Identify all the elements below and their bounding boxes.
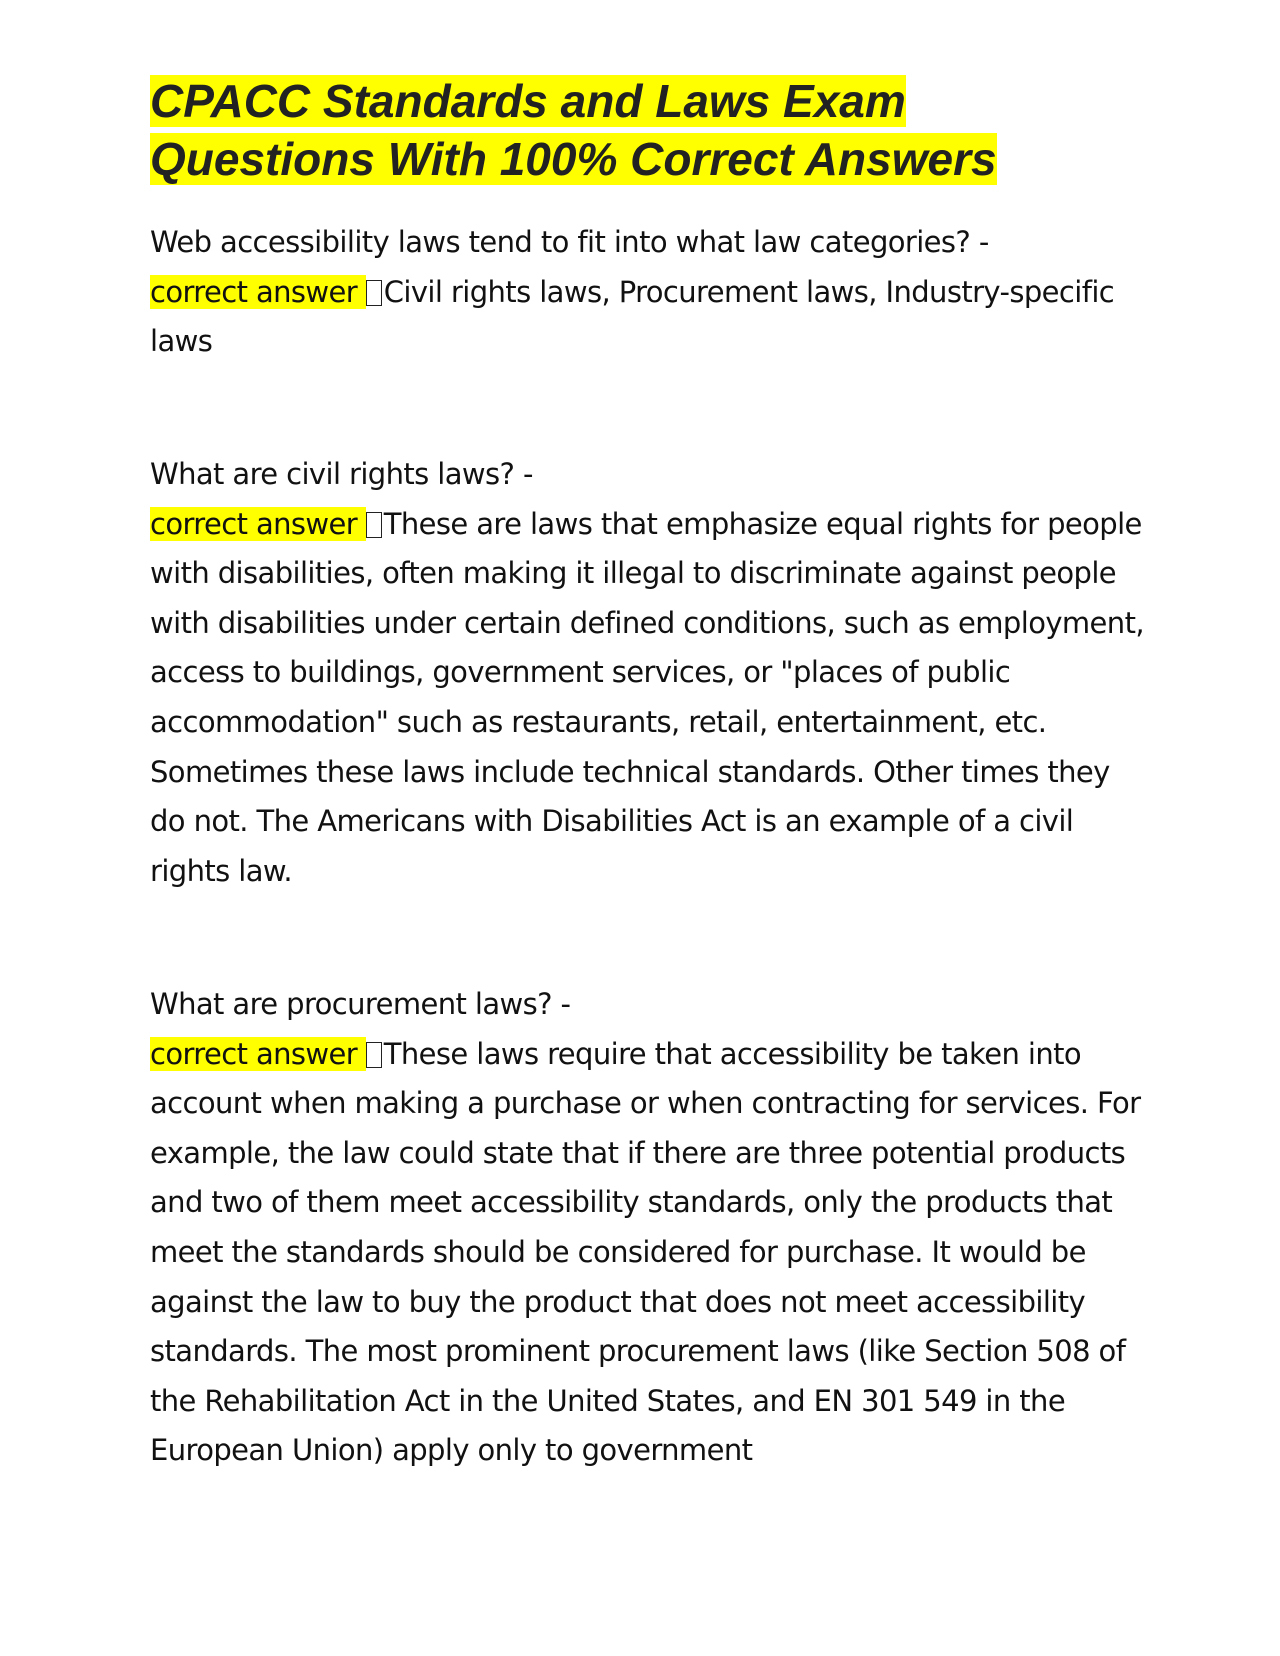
answer-text: These laws require that accessibility be taken into account when making a purchase or when contracting for services. For example, the law could state that if there are three potential products and two of them meet accessibility standards, only the products that meet the standards should be considered for purchase. It would be against the law to buy the product that does not meet accessibility standards. The most prominent procurement laws (like Section 508 of the Rehabilitation Act in the United States, and EN 301 549 in the European Union) apply only to government xyxy=(150,1036,1141,1468)
answer-text: Civil rights laws, Procurement laws, Industry-specific laws xyxy=(150,274,1115,359)
correct-answer-label: correct answer xyxy=(150,506,366,541)
missing-glyph-icon xyxy=(366,1042,382,1068)
missing-glyph-icon xyxy=(366,280,382,306)
document-title xyxy=(150,72,1150,188)
title-line-2: Questions With 100% Correct Answers xyxy=(150,133,997,185)
title-line-1: CPACC Standards and Laws Exam xyxy=(150,75,906,127)
qa-item xyxy=(150,980,1150,1476)
missing-glyph-icon xyxy=(366,512,382,538)
qa-item xyxy=(150,450,1150,896)
correct-answer-label: correct answer xyxy=(150,274,366,309)
qa-item xyxy=(150,218,1150,367)
question-text: What are civil rights laws? - xyxy=(150,457,533,491)
question-text: Web accessibility laws tend to fit into what law categories? - xyxy=(150,225,989,259)
correct-answer-label: correct answer xyxy=(150,1036,366,1071)
answer-text: These are laws that emphasize equal rights for people with disabilities, often making it illegal to discriminate against people with disabilities under certain defined conditions, such as employment, access to buildings, government services, or "places of public accommodation" such as restaurants, retail, entertainment, etc. Sometimes these laws include technical standards. Other times they do not. The Americans with Disabilities Act is an example of a civil rights law. xyxy=(150,506,1144,888)
question-text: What are procurement laws? - xyxy=(150,987,571,1021)
